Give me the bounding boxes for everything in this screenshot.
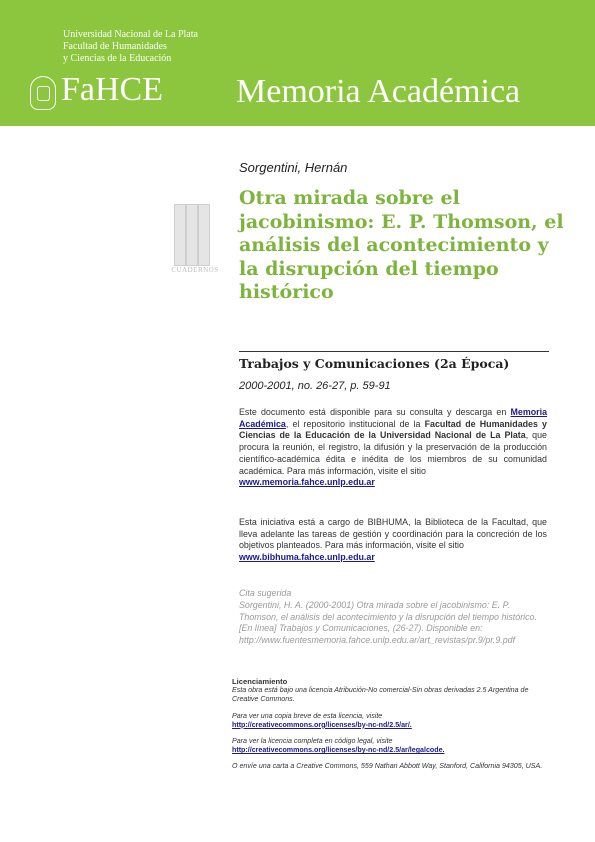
header-banner (0, 0, 595, 126)
issue-citation: 2000-2001, no. 26-27, p. 59-91 (239, 380, 391, 392)
journal-name: Trabajos y Comunicaciones (2a Época) (239, 356, 510, 371)
article-title: Otra mirada sobre el jacobinismo: E. P. Thomson, el análisis del acontecimiento y la disrupción del tiempo histórico (239, 187, 564, 303)
fahce-logo: FaHCE (61, 71, 163, 108)
journal-thumbnail (168, 200, 222, 274)
citation-text: Sorgentini, H. A. (2000-2001) Otra mirada sobre el jacobinismo: E. P. Thomson, el análisis del acontecimiento y la disrupción del tiempo histórico. [En línea] Trabajos y Comunicaciones, (26-27). Disponible en: http://www.fuentesmemoria.fahce.unlp.edu.ar/art_revistas/pr.9/pr.9.pdf (239, 599, 537, 646)
university-seal-icon (30, 76, 56, 110)
citation-label: Cita sugerida (239, 588, 292, 598)
suggested-citation (239, 588, 549, 647)
author: Sorgentini, Hernán (239, 160, 348, 175)
university-name: Universidad Nacional de La Plata Facultad de Humanidades y Ciencias de la Educación (63, 29, 198, 64)
bibhuma-info: Esta iniciativa está a cargo de BIBHUMA, la Biblioteca de la Facultad, que lleva adelante las tareas de gestión y coordinación para la concreción de los objetivos planteados. Para más información, visite el sitio www.bibhuma.fahce.unlp.edu.ar (239, 517, 547, 563)
book-spine (198, 204, 210, 266)
divider (239, 351, 549, 352)
repository-title: Memoria Académica (236, 73, 521, 110)
memoria-academica-link[interactable]: Memoria Académica (239, 407, 548, 429)
license-block (232, 677, 550, 772)
license-heading: Licenciamiento (232, 677, 288, 686)
license-short-text: Para ver una copia breve de esta licencia, visite (232, 711, 383, 720)
book-spine (186, 204, 198, 266)
license-full-link[interactable]: http://creativecommons.org/licenses/by-nc-nd/2.5/ar/legalcode. (232, 746, 445, 755)
license-short-link[interactable]: http://creativecommons.org/licenses/by-nc-nd/2.5/ar/. (232, 720, 412, 729)
license-address: O envíe una carta a Creative Commons, 559 Nathan Abbott Way, Stanford, California 94305, USA. (232, 762, 543, 771)
book-spine (174, 204, 186, 266)
license-text: Esta obra está bajo una licencia Atribución-No comercial-Sin obras derivadas 2.5 Argentina de Creative Commons. (232, 686, 529, 704)
license-full-text: Para ver la licencia completa en código legal, visite (232, 737, 393, 746)
bibhuma-url-link[interactable]: www.bibhuma.fahce.unlp.edu.ar (239, 552, 375, 563)
thumbnail-label: CUADERNOS (171, 266, 219, 274)
memoria-url-link[interactable]: www.memoria.fahce.unlp.edu.ar (239, 477, 375, 488)
repository-info: Este documento está disponible para su consulta y descarga en Memoria Académica, el repositorio institucional de la Facultad de Humanidades y Ciencias de la Educación de la Universidad Nacional de La Plata, que procura la reunión, el registro, la difusión y la preservación de la producción científico-académica édita e inédita de los miembros de su comunidad académica. Para más información, visite el sitio www.memoria.fahce.unlp.edu.ar (239, 407, 548, 488)
